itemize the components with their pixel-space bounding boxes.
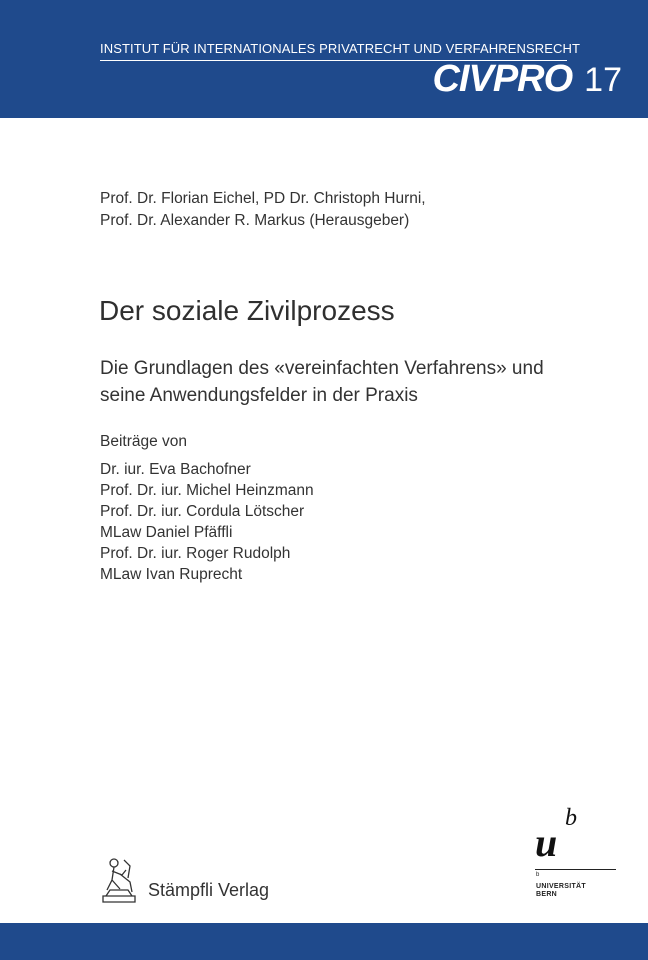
contributor-name: MLaw Ivan Ruprecht [100, 566, 243, 583]
unibe-mark-u: u [535, 820, 558, 865]
book-title: Der soziale Zivilprozess [99, 295, 395, 326]
series-number: 17 [584, 61, 622, 99]
editors-line: Prof. Dr. Florian Eichel, PD Dr. Christoph Hurni, [100, 190, 426, 207]
subtitle-line: Die Grundlagen des «vereinfachten Verfahrens» und [100, 358, 544, 379]
contributor-name: Dr. iur. Eva Bachofner [100, 461, 251, 478]
institute-name: INSTITUT FÜR INTERNATIONALES PRIVATRECHT UND VERFAHRENSRECHT [100, 41, 581, 56]
publisher-name: Stämpfli Verlag [148, 880, 270, 900]
editors-line: Prof. Dr. Alexander R. Markus (Herausgeber) [100, 212, 410, 229]
contributor-name: MLaw Daniel Pfäffli [100, 524, 233, 541]
footer-band [0, 923, 648, 960]
contributor-name: Prof. Dr. iur. Roger Rudolph [100, 545, 291, 562]
unibe-small-b: b [536, 872, 540, 878]
university-logo [535, 805, 625, 905]
printer-figure-icon [100, 856, 138, 904]
header-band [0, 0, 648, 118]
unibe-wordmark [536, 883, 586, 899]
editors-block [100, 188, 426, 232]
series-label [432, 58, 622, 101]
publisher [100, 856, 360, 906]
book-subtitle [100, 355, 620, 409]
unibe-rule [535, 869, 616, 870]
series-brand: CIVPRO [432, 58, 573, 100]
contributor-name: Prof. Dr. iur. Michel Heinzmann [100, 482, 314, 499]
subtitle-line: seine Anwendungsfelder in der Praxis [100, 385, 418, 406]
contributions-heading: Beiträge von [100, 433, 188, 450]
unibe-line: BERN [536, 891, 558, 898]
contributor-name: Prof. Dr. iur. Cordula Lötscher [100, 503, 305, 520]
unibe-mark-b: b [565, 805, 577, 831]
contributors-list [100, 459, 314, 585]
unibe-line: UNIVERSITÄT [536, 883, 586, 890]
